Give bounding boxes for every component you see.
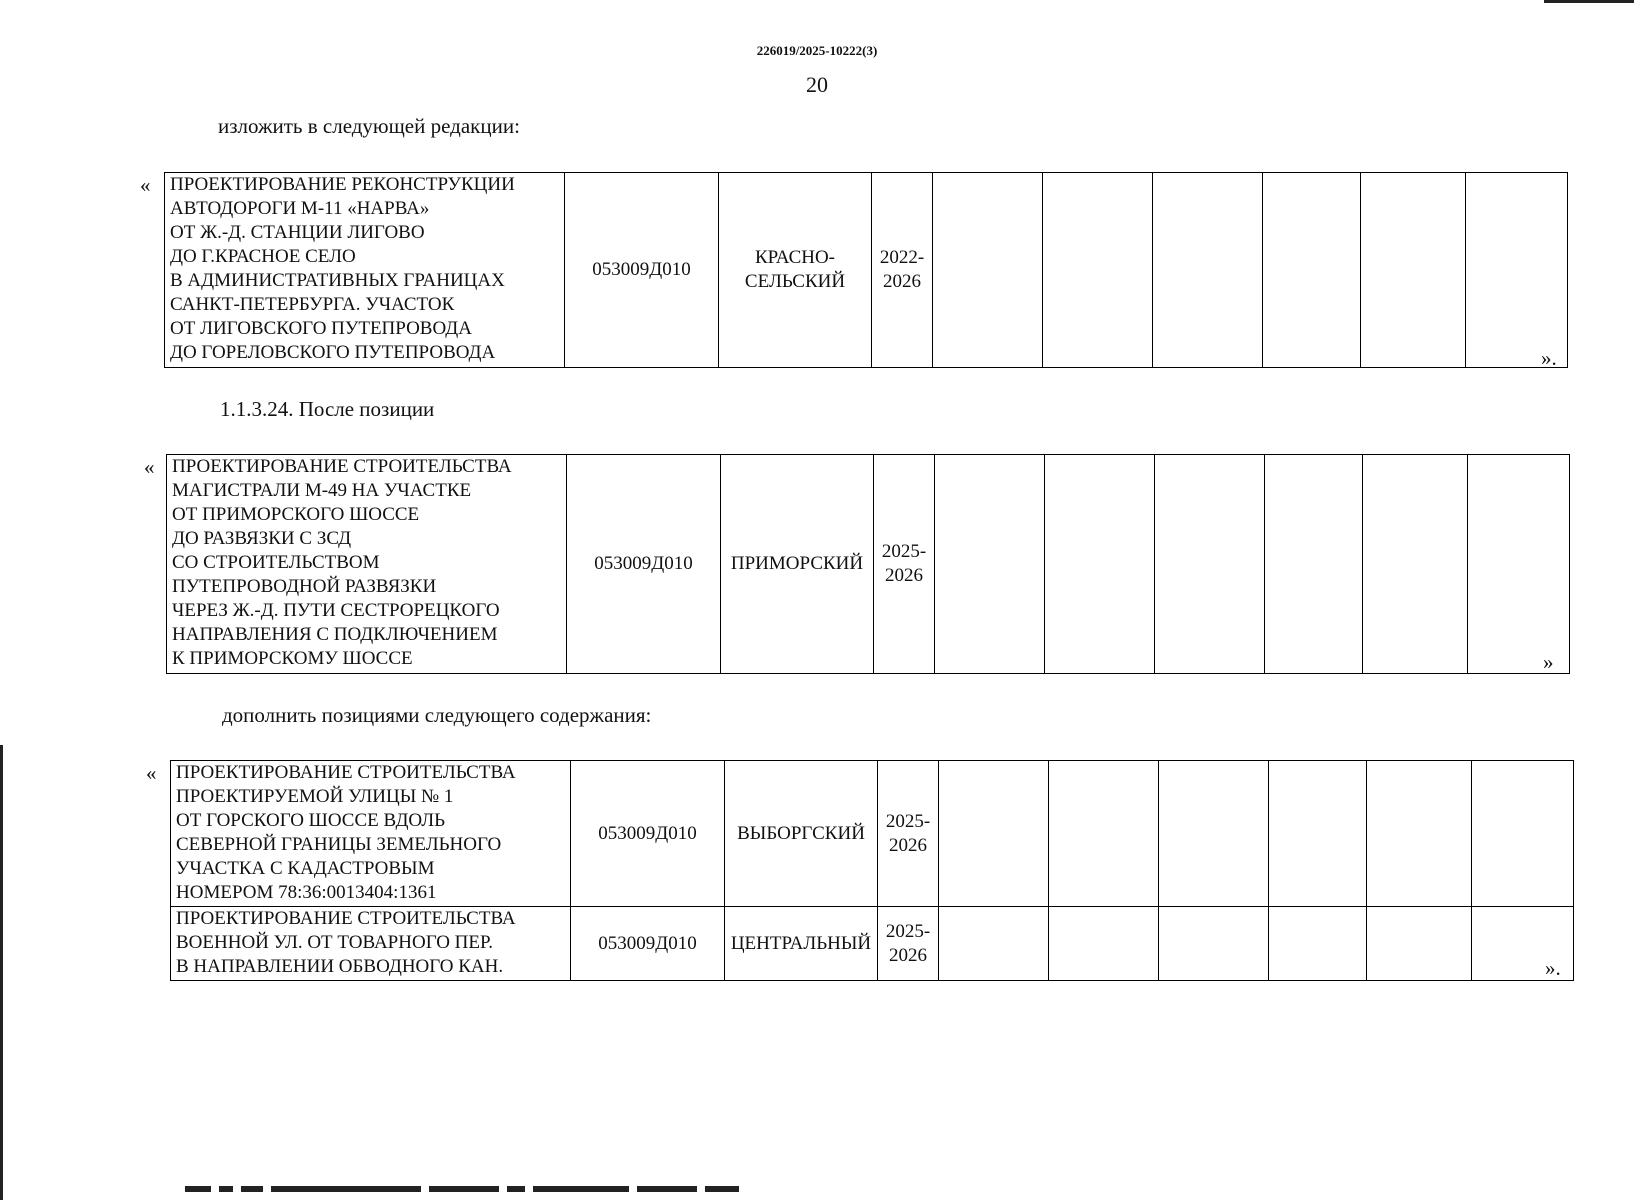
empty-cell [1468,455,1570,674]
years-cell [874,455,935,674]
object-name-cell [165,173,565,368]
cell-text-line: СО СТРОИТЕЛЬСТВОМ [172,552,380,573]
empty-cell [935,455,1045,674]
empty-cell [939,907,1049,981]
cell-text-line: ВОЕННОЙ УЛ. ОТ ТОВАРНОГО ПЕР. [176,932,493,953]
cell-text-line: САНКТ-ПЕТЕРБУРГА. УЧАСТОК [170,294,455,315]
page-number: 20 [806,72,828,97]
empty-cell [1269,907,1367,981]
cell-text-line: 2025- [885,920,931,942]
closing-quote: ». [1541,346,1557,370]
cell-text-line: ПУТЕПРОВОДНОЙ РАЗВЯЗКИ [172,576,437,597]
cell-text-line: ВЫБОРГСКИЙ [737,822,865,844]
cell-text-line: ДО РАЗВЯЗКИ С ЗСД [172,528,352,549]
empty-cell [1155,455,1265,674]
empty-cell [1043,173,1153,368]
table-row [171,761,1574,907]
cell-text-line: ДО ГОРЕЛОВСКОГО ПУТЕПРОВОДА [170,342,496,363]
district-cell [725,761,878,907]
closing-quote: » [1543,650,1554,674]
cell-text-line: 2026 [883,271,921,292]
code-cell: 053009Д010 [571,907,725,981]
object-name-cell [167,455,567,674]
empty-cell [1153,173,1263,368]
district-cell [725,907,878,981]
position-table-3 [170,760,1574,981]
cell-text-line: НАПРАВЛЕНИЯ С ПОДКЛЮЧЕНИЕМ [172,624,498,645]
cell-text-line: В АДМИНИСТРАТИВНЫХ ГРАНИЦАХ [170,270,505,291]
cell-text-line: ПРОЕКТИРОВАНИЕ СТРОИТЕЛЬСТВА [176,762,516,783]
document-code: 226019/2025-10222(3) [756,43,878,58]
cell-text-line: К ПРИМОРСКОМУ ШОССЕ [172,648,413,669]
years-cell [878,761,939,907]
empty-cell [1265,455,1363,674]
table-row [167,455,1570,674]
empty-cell [939,761,1049,907]
empty-cell [1367,907,1472,981]
cell-text-line: СЕЛЬСКИЙ [744,271,846,292]
cell-text-line: 2026 [885,565,923,586]
cell-text-line: АВТОДОРОГИ М-11 «НАРВА» [170,198,430,219]
cutoff-text-line [185,1186,775,1192]
position-table-1 [164,172,1568,368]
paragraph-add-instruction: дополнить позициями следующего содержания: [222,703,652,727]
cell-text-line: КРАСНО- [754,247,836,268]
cell-text-line: СЕВЕРНОЙ ГРАНИЦЫ ЗЕМЕЛЬНОГО [176,834,502,855]
empty-cell [1466,173,1568,368]
code-cell: 053009Д010 [571,761,725,907]
cell-text-line: НОМЕРОМ 78:36:0013404:1361 [176,882,437,903]
empty-cell [1361,173,1466,368]
empty-cell [1269,761,1367,907]
code-cell: 053009Д010 [567,455,721,674]
empty-cell [1049,761,1159,907]
cell-text-line: ОТ ГОРСКОГО ШОССЕ ВДОЛЬ [176,810,445,831]
empty-cell [1159,907,1269,981]
cell-text-line: ОТ ЛИГОВСКОГО ПУТЕПРОВОДА [170,318,472,339]
cell-text-line: ПРОЕКТИРОВАНИЕ СТРОИТЕЛЬСТВА [176,908,516,929]
cell-text-line: ОТ ПРИМОРСКОГО ШОССЕ [172,504,420,525]
cell-text-line: ПРОЕКТИРОВАНИЕ РЕКОНСТРУКЦИИ [170,174,515,195]
paragraph-edit-instruction: изложить в следующей редакции: [218,114,520,138]
cell-text-line: 2026 [889,944,927,966]
empty-cell [1472,761,1574,907]
cell-text-line: ОТ Ж.-Д. СТАНЦИИ ЛИГОВО [170,222,425,243]
district-cell [721,455,874,674]
object-name-cell [171,907,571,981]
table-row [171,907,1574,981]
cell-text-line: В НАПРАВЛЕНИИ ОБВОДНОГО КАН. [176,956,504,977]
empty-cell [1049,907,1159,981]
opening-quote: « [140,173,151,197]
cell-text-line: ПРОЕКТИРУЕМОЙ УЛИЦЫ № 1 [176,786,454,807]
cell-text-line: ЦЕНТРАЛЬНЫЙ [730,932,872,954]
years-cell [878,907,939,981]
years-cell [872,173,933,368]
page-edge-mark [1544,0,1634,3]
empty-cell [1045,455,1155,674]
empty-cell [1159,761,1269,907]
table-row [165,173,1568,368]
empty-cell [1263,173,1361,368]
object-name-cell [171,761,571,907]
page-edge-mark [0,745,3,1200]
cell-text-line: 2026 [889,834,927,856]
opening-quote: « [144,455,155,479]
empty-cell [1367,761,1472,907]
cell-text-line: 2025- [885,810,931,832]
cell-text-line: 2025- [881,541,927,562]
paragraph-section-heading: 1.1.3.24. После позиции [220,397,435,421]
cell-text-line: ПРИМОРСКИЙ [730,553,864,574]
position-table-2 [166,454,1570,674]
district-cell [719,173,872,368]
empty-cell [1363,455,1468,674]
cell-text-line: УЧАСТКА С КАДАСТРОВЫМ [176,858,435,879]
cell-text-line: ЧЕРЕЗ Ж.-Д. ПУТИ СЕСТРОРЕЦКОГО [172,600,500,621]
cell-text-line: 2022- [879,247,925,268]
cell-text-line: ПРОЕКТИРОВАНИЕ СТРОИТЕЛЬСТВА [172,456,512,477]
cell-text-line: ДО Г.КРАСНОЕ СЕЛО [170,246,356,267]
cell-text-line: МАГИСТРАЛИ М-49 НА УЧАСТКЕ [172,480,472,501]
code-cell: 053009Д010 [565,173,719,368]
opening-quote: « [146,761,157,785]
empty-cell [933,173,1043,368]
closing-quote: ». [1545,956,1561,980]
